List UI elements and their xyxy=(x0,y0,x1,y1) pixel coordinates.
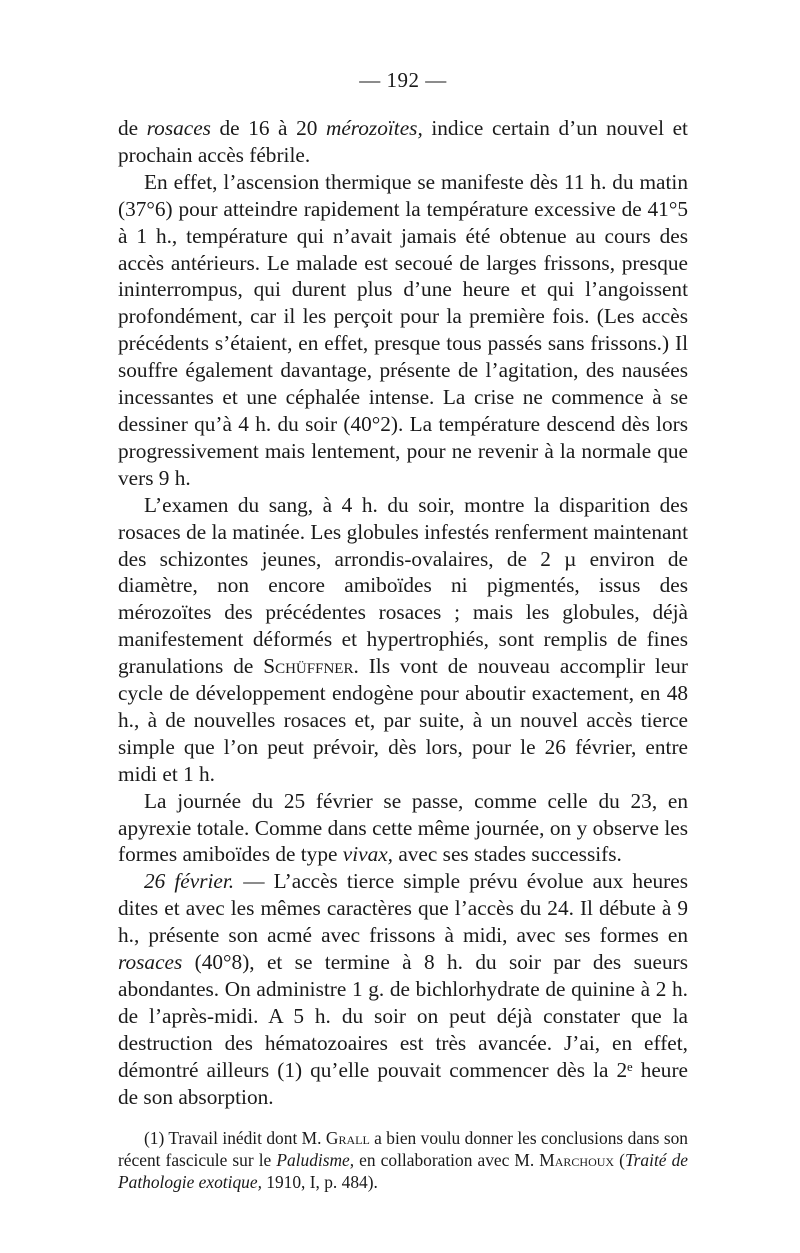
small-caps-text: Schüffner. xyxy=(263,654,359,679)
text-run: de 16 à 20 xyxy=(210,116,326,140)
small-caps-text: Grall xyxy=(325,1127,370,1148)
footnote-text xyxy=(118,1127,688,1193)
page-number: — 192 — xyxy=(359,68,447,92)
text-run: (40°8), et se termine à 8 h. du soir par des sueurs abondantes. On administre 1 g. de bichlorhydrate de quinine à 2 h. de l’après-midi. A 5 h. du soir on peut déjà constater que la destruction des hématozoaires est très avancée. J’ai, en effet, démontré ailleurs (1) qu’elle pouvait commencer dès la 2ᵉ heure de son absorption. xyxy=(118,950,688,1109)
italic-text: rosaces xyxy=(146,116,211,140)
book-page xyxy=(118,68,688,1193)
italic-text: Paludisme, xyxy=(276,1149,355,1170)
text-run: indice certain d’un nouvel et prochain accès fébrile. xyxy=(118,116,688,167)
text-run: (1) Travail inédit dont M. xyxy=(144,1127,326,1148)
footnote xyxy=(118,1127,688,1193)
paragraph xyxy=(118,115,688,169)
text-run: 1910, I, p. 484). xyxy=(261,1171,378,1192)
italic-text: vivax, xyxy=(342,842,393,867)
italic-text: mérozoïtes, xyxy=(325,116,423,140)
text-run: Ils vont de nouveau accomplir leur cycle de développement endogène pour aboutir exactement, en 48 h., à de nouvelles rosaces et, par suite, à un nouvel accès tierce simple que l’on peut prévoir, dès lors, pour le 26 février, entre midi et 1 h. xyxy=(118,654,689,786)
text-run: En effet, l’ascension thermique se manifeste dès 11 h. du matin (37°6) pour atteindre rapidement la température excessive de 41°5 à 1 h., température qui n’avait jamais été obtenue au cours des accès antérieurs. Le malade est secoué de larges frissons, presque ininterrompus, qui durent plus d’une heure et qui l’angoissent profondément, car il les perçoit pour la première fois. (Les accès précédents s’étaient, en effet, presque tous passés sans frissons.) Il souffre également davantage, présente de l’agitation, des nausées incessantes et une céphalée intense. La crise ne commence à se dessiner qu’à 4 h. du soir (40°2). La température descend dès lors progressivement mais lentement, pour ne revenir à la normale que vers 9 h. xyxy=(118,169,688,490)
italic-text: rosaces xyxy=(118,950,183,975)
italic-text: 26 février. xyxy=(144,869,235,894)
italic-text: Traité de Pathologie exotique, xyxy=(118,1149,688,1192)
paragraph xyxy=(118,169,688,492)
text-run: ( xyxy=(614,1149,625,1170)
text-run: — L’accès tierce simple prévu évolue aux heures dites et avec les mêmes caractères que l’accès du 24. Il débute à 9 h., présente son acmé avec frissons à midi, avec ses formes en xyxy=(118,869,689,948)
paragraph xyxy=(118,868,688,1110)
text-run: La journée du 25 février se passe, comme celle du 23, en apyrexie totale. Comme dans cette même journée, on y observe les formes amiboïdes de type xyxy=(118,788,688,867)
text-run: L’examen du sang, à 4 h. du soir, montre la disparition des rosaces de la matinée. Les globules infestés renferment maintenant des schizontes jeunes, arrondis-ovalaires, de 2 µ environ de diamètre, non encore amiboïdes ni pigmentés, issus des mérozoïtes des précédentes rosaces ; mais les globules, déjà manifestement déformés et hypertrophiés, sont remplis de fines granulations de xyxy=(118,492,688,679)
body-text xyxy=(118,115,688,1111)
text-run: en collaboration avec M. xyxy=(354,1149,540,1170)
paragraph xyxy=(118,788,688,869)
small-caps-text: Marchoux xyxy=(539,1149,615,1170)
text-run: avec ses stades successifs. xyxy=(393,842,622,867)
paragraph xyxy=(118,492,688,788)
text-run: a bien voulu donner les conclusions dans son récent fascicule sur le xyxy=(118,1127,688,1170)
text-run: de xyxy=(118,116,147,140)
